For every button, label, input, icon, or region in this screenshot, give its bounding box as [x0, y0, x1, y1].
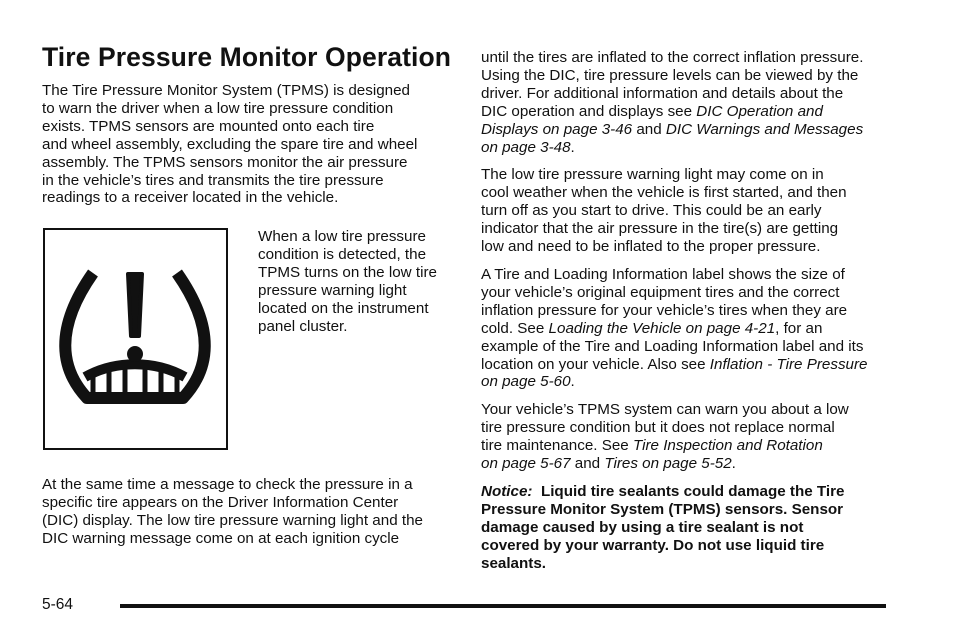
maintenance-paragraph — [481, 401, 901, 473]
text-line — [481, 483, 901, 501]
cross-reference-link[interactable]: DIC Operation and — [696, 102, 823, 120]
text-line: in the vehicle’s tires and transmits the tire pressure — [42, 171, 384, 189]
text-line: located on the instrument — [258, 299, 429, 317]
text-run: . — [570, 373, 575, 391]
cool-weather-paragraph — [481, 166, 901, 256]
intro-paragraph — [42, 82, 452, 207]
text-line: readings to a receiver located in the vehicle. — [42, 189, 339, 207]
text-run: DIC operation and displays see — [481, 102, 697, 120]
text-line: panel cluster. — [258, 317, 348, 335]
text-line — [481, 103, 901, 121]
page-number: 5-64 — [42, 596, 74, 613]
text-line: specific tire appears on the Driver Information Center — [42, 493, 399, 511]
text-line: until the tires are inflated to the correct inflation pressure. — [481, 49, 864, 66]
text-line — [481, 437, 901, 455]
text-line: driver. For additional information and details about the — [481, 84, 844, 102]
text-line: At the same time a message to check the pressure in a — [42, 476, 413, 493]
text-line — [481, 373, 901, 391]
text-run: location on your vehicle. Also see — [481, 355, 710, 373]
footer-rule — [120, 604, 886, 608]
dic-paragraph — [481, 49, 901, 156]
cross-reference-link[interactable]: on page 5-67 — [481, 455, 571, 473]
text-line — [481, 356, 901, 374]
text-line: tire pressure condition but it does not replace normal — [481, 419, 835, 437]
text-line: pressure warning light — [258, 281, 407, 299]
text-line: Using the DIC, tire pressure levels can be viewed by the — [481, 66, 859, 84]
text-run: and — [632, 120, 666, 138]
notice-label: Notice: — [481, 482, 533, 500]
text-line: cool weather when the vehicle is first started, and then — [481, 184, 847, 202]
text-line — [481, 320, 901, 338]
text-line: The Tire Pressure Monitor System (TPMS) is designed — [42, 82, 410, 99]
text-run: tire maintenance. See — [481, 437, 633, 455]
cross-reference-link[interactable]: on page 3-48 — [481, 138, 571, 156]
notice-text: covered by your warranty. Do not use liquid tire — [481, 536, 825, 554]
notice-paragraph — [481, 483, 901, 573]
cross-reference-link[interactable]: Inflation - Tire Pressure — [709, 355, 868, 373]
cross-reference-link[interactable]: Tire Inspection and Rotation — [632, 437, 823, 455]
right-column — [481, 49, 901, 572]
text-line: your vehicle’s original equipment tires and the correct — [481, 283, 840, 301]
text-line: condition is detected, the — [258, 245, 427, 263]
figure-caption-text — [258, 228, 458, 335]
notice-text: sealants. — [481, 554, 547, 572]
cross-reference-link[interactable]: DIC Warnings and Messages — [665, 120, 864, 138]
low-tire-pressure-warning-icon — [45, 230, 226, 448]
text-line — [481, 121, 901, 139]
text-line: inflation pressure for your vehicle’s tires when they are — [481, 301, 848, 319]
dic-message-paragraph — [42, 476, 452, 548]
text-line: exists. TPMS sensors are mounted onto each tire — [42, 117, 375, 135]
notice-text: Liquid tire sealants could damage the Tire — [540, 482, 845, 500]
loading-label-paragraph — [481, 266, 901, 391]
text-line: When a low tire pressure — [258, 228, 426, 245]
text-line — [481, 139, 901, 157]
cross-reference-link[interactable]: Loading the Vehicle on page 4-21 — [548, 319, 776, 337]
text-run: . — [731, 455, 736, 473]
notice-text: damage caused by using a tire sealant is not — [481, 518, 804, 536]
text-line: DIC warning message come on at each ignition cycle — [42, 529, 400, 547]
tpms-figure — [43, 228, 228, 450]
text-line: assembly. The TPMS sensors monitor the air pressure — [42, 153, 408, 171]
text-line: example of the Tire and Loading Information label and its — [481, 337, 864, 355]
page-title: Tire Pressure Monitor Operation — [42, 42, 452, 72]
text-run: and — [570, 455, 605, 473]
text-run: cold. See — [481, 319, 549, 337]
text-line: and wheel assembly, excluding the spare tire and wheel — [42, 135, 418, 153]
text-line — [481, 455, 901, 473]
text-run: . — [570, 138, 575, 156]
text-line: A Tire and Loading Information label shows the size of — [481, 265, 845, 283]
cross-reference-link[interactable]: Tires on page 5-52 — [604, 455, 732, 473]
text-line: low and need to be inflated to the proper pressure. — [481, 238, 821, 256]
notice-text: Pressure Monitor System (TPMS) sensors. Sensor — [481, 500, 844, 518]
text-line: The low tire pressure warning light may come on in — [481, 166, 824, 184]
cross-reference-link[interactable]: Displays on page 3-46 — [481, 120, 633, 138]
text-line: Your vehicle’s TPMS system can warn you about a low — [481, 401, 849, 419]
cross-reference-link[interactable]: on page 5-60 — [481, 373, 571, 391]
text-line: TPMS turns on the low tire — [258, 263, 437, 281]
text-line: turn off as you start to drive. This could be an early — [481, 202, 822, 220]
text-line: indicator that the air pressure in the tire(s) are getting — [481, 220, 839, 238]
text-run: , for an — [775, 319, 823, 337]
text-line: to warn the driver when a low tire pressure condition — [42, 99, 394, 117]
text-line: (DIC) display. The low tire pressure warning light and the — [42, 511, 423, 529]
